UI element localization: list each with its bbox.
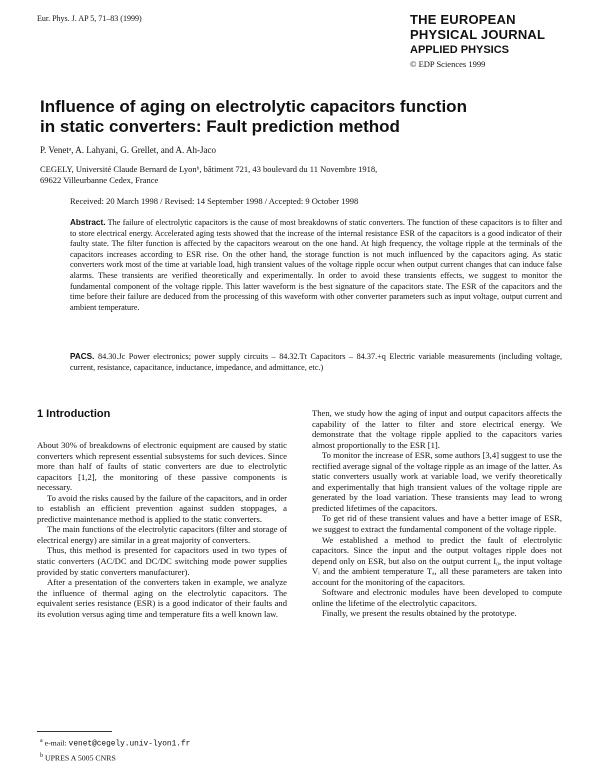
footnote-marker: b bbox=[40, 752, 43, 759]
journal-masthead bbox=[410, 12, 590, 69]
section-heading: 1 Introduction bbox=[37, 408, 111, 420]
affiliation-line-1: CEGELY, Université Claude Bernard de Lyonᵇ, bâtiment 721, 43 boulevard du 11 Novembre 1918, bbox=[40, 164, 378, 174]
pacs-label: PACS. bbox=[70, 352, 95, 361]
paper-title bbox=[40, 97, 560, 137]
footnotes bbox=[40, 736, 190, 763]
abstract-label: Abstract. bbox=[70, 218, 106, 227]
title-line-1: Influence of aging on electrolytic capacitors function bbox=[40, 97, 467, 116]
submission-dates: Received: 20 March 1998 / Revised: 14 September 1998 / Accepted: 9 October 1998 bbox=[70, 196, 359, 206]
paragraph: Thus, this method is presented for capacitors used in two types of static converters (AC/DC and DC/DC switching mode power supplies provided by static converters manufacturer). bbox=[37, 545, 287, 577]
footnote-b bbox=[40, 751, 190, 764]
journal-name-line1: THE EUROPEAN bbox=[410, 12, 516, 27]
paragraph: After a presentation of the converters taken in example, we analyze the influence of thermal aging on the electrolytic capacitors. The equivalent series resistance (ESR) is a good indicator of their faults and its evolution versus aging time and temperature fits a well known law. bbox=[37, 577, 287, 619]
author-list: P. Venetᵃ, A. Lahyani, G. Grellet, and A. Ah-Jaco bbox=[40, 145, 217, 155]
affiliation-line-2: 69622 Villeurbanne Cedex, France bbox=[40, 175, 159, 185]
pacs-text: 84.30.Jc Power electronics; power supply circuits – 84.32.Tt Capacitors – 84.37.+q Electric variable measurements (including voltage, current, resistance, capacitance, inductance, impedance, and admittance, etc.) bbox=[70, 352, 563, 372]
author-email-link[interactable]: venet@cegely.univ-lyon1.fr bbox=[68, 740, 191, 749]
footnote-email-label: e-mail: bbox=[44, 738, 67, 748]
paragraph: About 30% of breakdowns of electronic equipment are caused by static converters which represent essential subsystems for such devices. Since more than half of faults of static converters are due to electrolytic capacitors [1,2], the monitoring of these passive components is necessary. bbox=[37, 440, 287, 493]
left-column bbox=[37, 440, 287, 619]
affiliation bbox=[40, 164, 560, 186]
footnote-text: UPRES A 5005 CNRS bbox=[44, 753, 116, 763]
paragraph: To monitor the increase of ESR, some authors [3,4] suggest to use the rectified average signal of the voltage ripple as an image of the latter. As static converters usually work at variable load, we verify theoretically and experimentally that high transient values of the voltage ripple are generated by the load variation. These transients may lead to wrong predicted lifetimes of the capacitors. bbox=[312, 450, 562, 513]
journal-citation: Eur. Phys. J. AP 5, 71–83 (1999) bbox=[37, 14, 142, 23]
paragraph: We established a method to predict the fault of electrolytic capacitors. Since the input and the output voltages ripple does not depend only on ESR, but also on the output current I₀, the input voltage Vᵢ and the ambient temperature Tₐ, all these parameters are taken into account for the monitoring of the capacitors. bbox=[312, 534, 562, 587]
paragraph: Software and electronic modules have been developed to compute online the lifetime of the electrolytic capacitors. bbox=[312, 587, 562, 608]
pacs-codes bbox=[70, 352, 562, 374]
paragraph: The main functions of the electrolytic capacitors (filter and storage of electrical energy) are similar in a great majority of converters. bbox=[37, 524, 287, 545]
paragraph: To get rid of these transient values and have a better image of ESR, we suggest to extract the fundamental component of the voltage ripple. bbox=[312, 513, 562, 535]
paragraph: To avoid the risks caused by the failure of the capacitors, and in order to establish an efficient prevention against sudden stoppages, a predictive maintenance method is applied to the static converters. bbox=[37, 492, 287, 524]
footnote-divider bbox=[37, 731, 112, 732]
paragraph: Then, we study how the aging of input and output capacitors affects the capability of the latter to filter and store electrical energy. We demonstrate that the voltage ripple applied to the capacitors varies almost proportionally to the ESR [1]. bbox=[312, 408, 562, 450]
footnote-a bbox=[40, 736, 190, 751]
footnote-marker: a bbox=[40, 738, 43, 744]
right-column bbox=[312, 408, 562, 619]
copyright-notice: © EDP Sciences 1999 bbox=[410, 59, 486, 69]
paragraph: Finally, we present the results obtained by the prototype. bbox=[322, 608, 517, 619]
abstract bbox=[70, 218, 562, 313]
journal-name-line3: APPLIED PHYSICS bbox=[410, 44, 510, 56]
title-line-2: in static converters: Fault prediction method bbox=[40, 117, 400, 136]
abstract-text: The failure of electrolytic capacitors is the cause of most breakdowns of static converters. The function of these capacitors is to filter and to store electrical energy. Accelerated aging tests showed that the increase of the internal resistance ESR of the capacitors is a good indicator of their faulty state. The filter function is affected by the capacitors wearout on the one hand. At high frequency, the voltage ripple at the terminals of the capacitors increases according to ESR rise. On the other hand, the storage function is not much influenced by the capacitors aging. As static converters work most of the time at variable load, high transient values of the voltage ripple occur when output current changes that can induce false alarms. These transients are verified theoretically and experimentally. In order to avoid these transients effects, we suggest to monitor the fundamental component of the voltage ripple. This latter waveform is the best signature of the capacitors state. The ESR of the capacitors and the time before their failure are deduced from the processing of this waveform with other converter parameters such as input voltage, output current and ambient temperature. bbox=[70, 218, 562, 312]
journal-name-line2: PHYSICAL JOURNAL bbox=[410, 27, 546, 42]
